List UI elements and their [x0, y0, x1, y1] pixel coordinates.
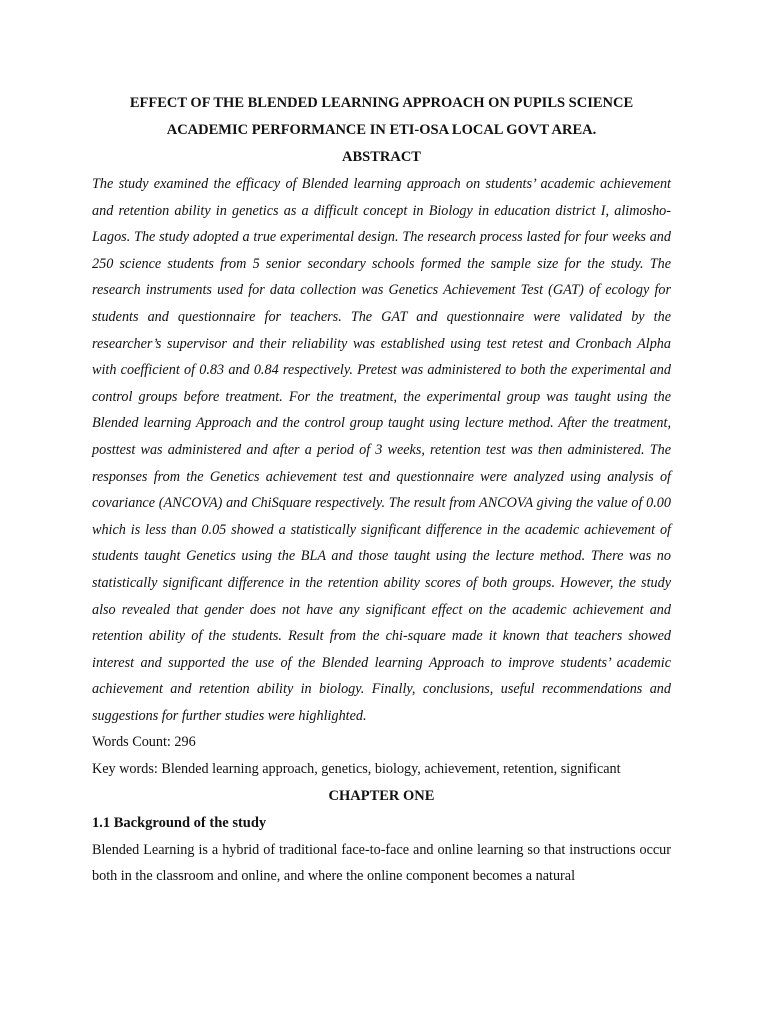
chapter-heading: CHAPTER ONE [328, 787, 435, 804]
words-count: Words Count: 296 [92, 734, 196, 751]
background-paragraph: Blended Learning is a hybrid of traditional face-to-face and online learning so that instructions occur both in the classroom and online, and where the online component becomes a natural [92, 841, 671, 885]
abstract-heading: ABSTRACT [342, 149, 421, 165]
document-content [92, 90, 671, 890]
key-words: Key words: Blended learning approach, genetics, biology, achievement, retention, significant [92, 761, 621, 778]
title-line-1: EFFECT OF THE BLENDED LEARNING APPROACH ON PUPILS SCIENCE [129, 95, 634, 111]
abstract-text: The study examined the efficacy of Blended learning approach on students’ academic achievement and retention ability in genetics as a difficult concept in Biology in education district I, alimosho-Lagos. The study adopted a true experimental design. The research process lasted for four weeks and 250 science students from 5 senior secondary schools formed the sample size for the study. The research instruments used for data collection was Genetics Achievement Test (GAT) of ecology for students and questionnaire for teachers. The GAT and questionnaire were validated by the researcher’s supervisor and their reliability was established using test retest and Cronbach Alpha with coefficient of 0.83 and 0.84 respectively. Pretest was administered to both the experimental and control groups before treatment. For the treatment, the experimental group was taught using the Blended learning Approach and the control group taught using lecture method. After the treatment, posttest was administered and after a period of 3 weeks, retention test was then administered. The responses from the Genetics achievement test and questionnaire were analyzed using analysis of covariance (ANCOVA) and ChiSquare respectively. The result from ANCOVA giving the value of 0.00 which is less than 0.05 showed a statistically significant difference in the academic achievement of students taught Genetics using the BLA and those taught using the lecture method. There was no statistically significant difference in the retention ability scores of both groups. However, the study also revealed that gender does not have any significant effect on the academic achievement and retention ability of the students. Result from the chi-square made it known that teachers showed interest and supported the use of the Blended learning Approach to improve students’ academic achievement and retention ability in biology. Finally, conclusions, useful recommendations and suggestions for further studies were highlighted. [92, 176, 671, 724]
section-heading: 1.1 Background of the study [92, 814, 267, 831]
title-line-2: ACADEMIC PERFORMANCE IN ETI-OSA LOCAL GOVT AREA. [166, 122, 597, 138]
